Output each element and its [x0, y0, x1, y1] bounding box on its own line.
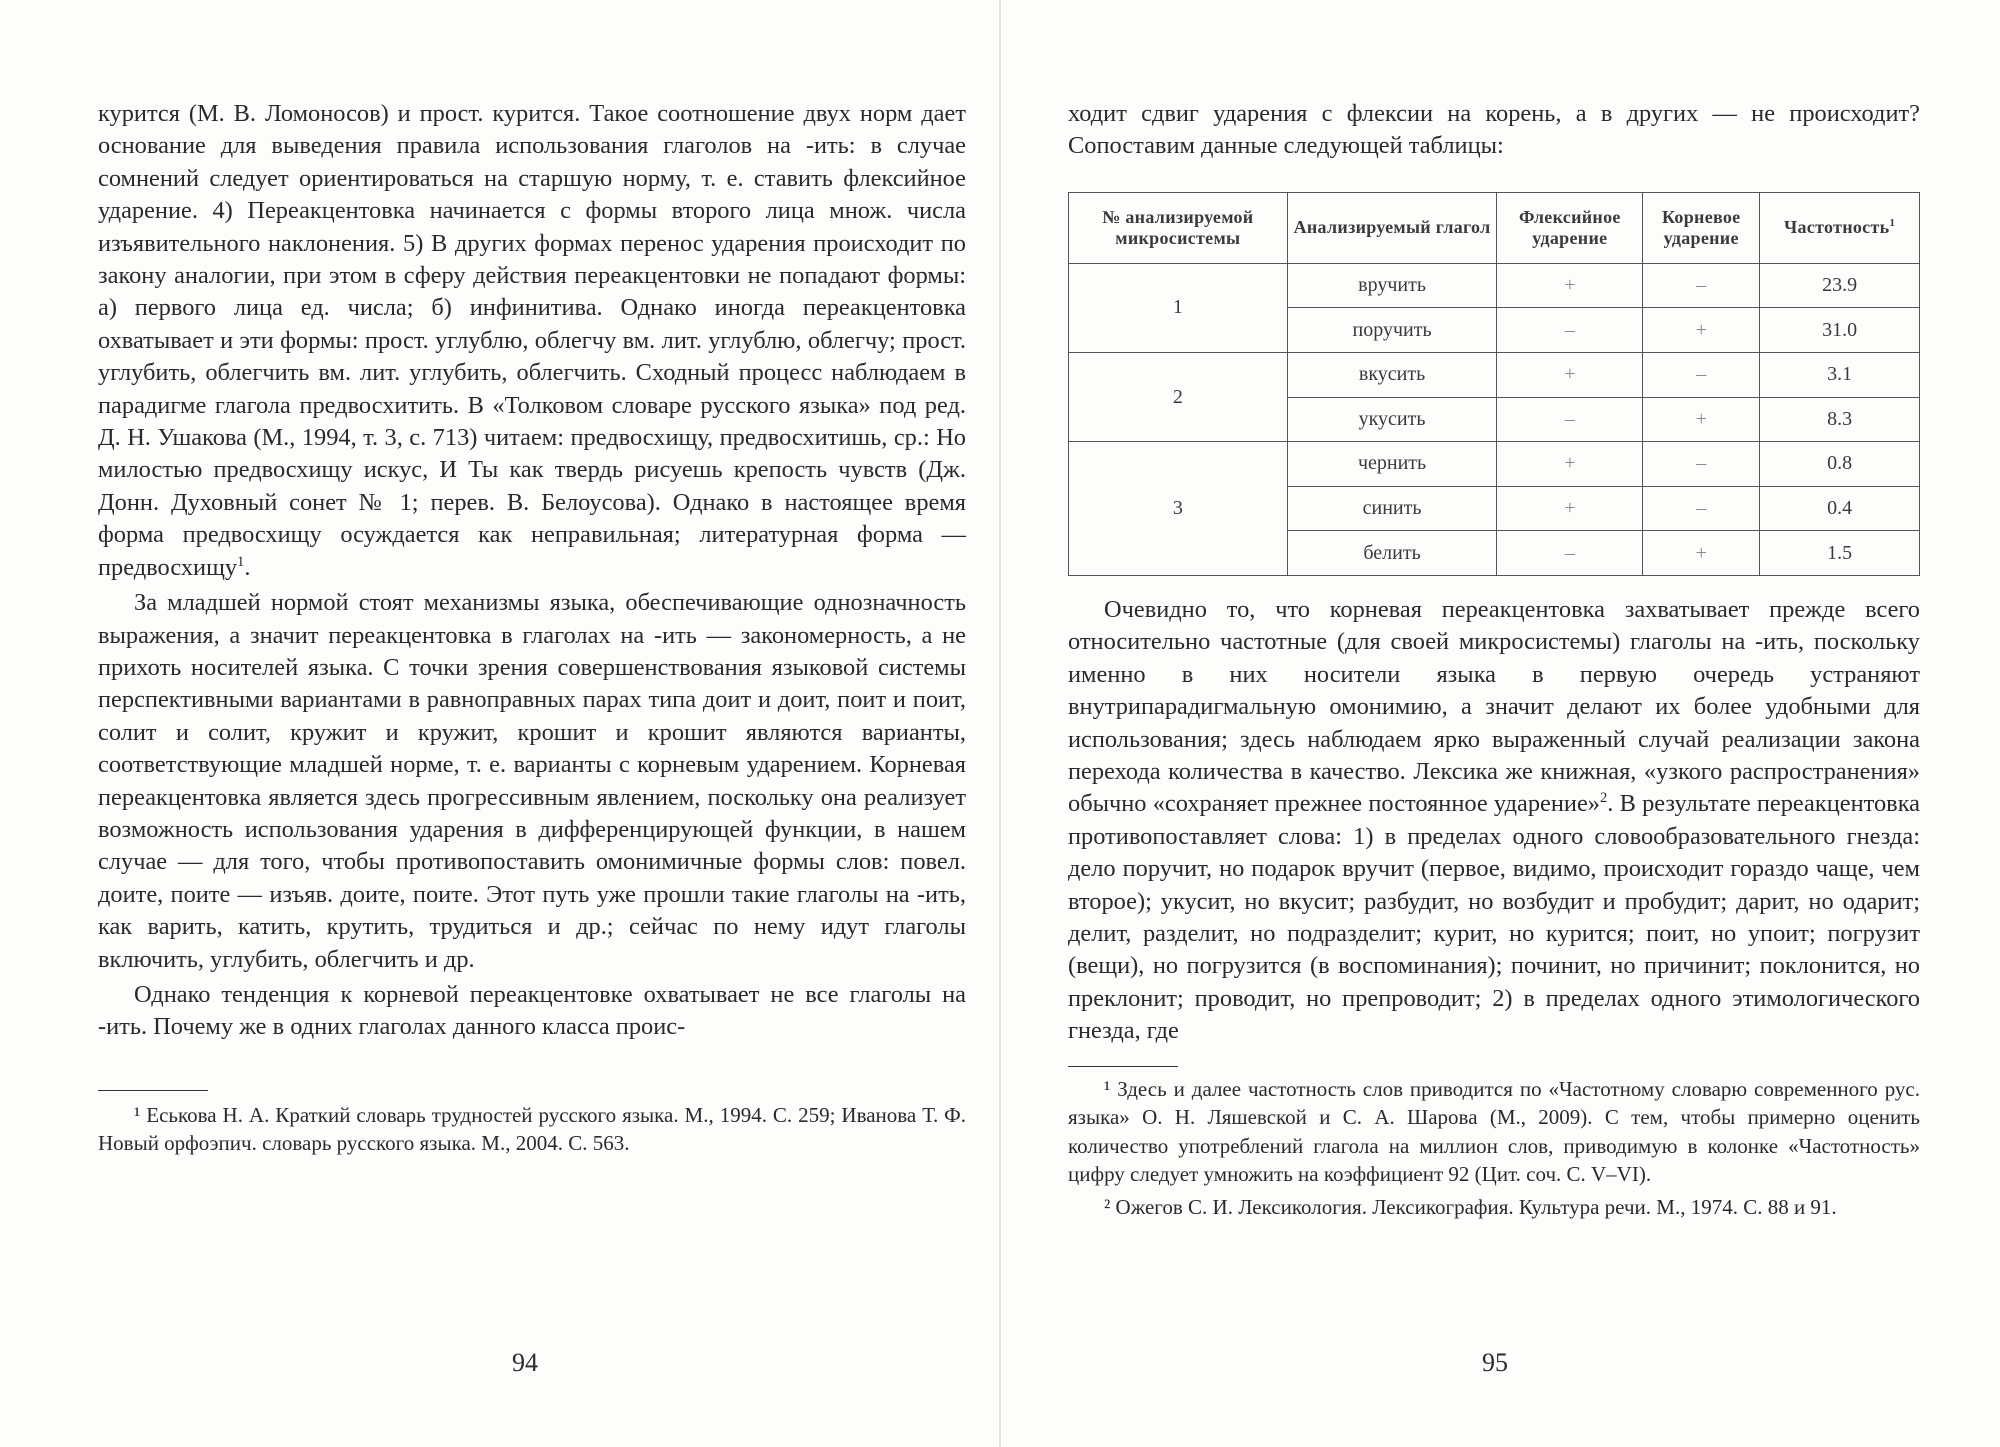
verb-cell: укусить [1287, 397, 1497, 442]
left-page-body [98, 98, 966, 1044]
frequency-cell: 23.9 [1760, 263, 1920, 308]
right-intro-paragraph: ходит сдвиг ударения с флексии на корень, а в других — не происходит? Сопоставим данные следующей таблицы: [1068, 100, 1920, 160]
flexion-cell: – [1497, 531, 1643, 576]
footnote-1: ¹ Здесь и далее частотность слов приводится по «Частотному словарю современного рус. языка» О. Н. Ляшевской и С. А. Шарова (М., 2009). С тем, чтобы примерно оценить количество употреблений глагола на миллион слов, приводимую в колонке «Частотность» цифру следует умножить на коэффициент 92 (Цит. соч. С. V–VI). [1068, 1076, 1920, 1187]
right-footnotes [1068, 1075, 1920, 1222]
header-verb: Анализируемый глагол [1287, 192, 1497, 263]
header-frequency: Частотность$^1$ [1760, 192, 1920, 263]
table-row [1069, 442, 1920, 487]
verb-cell: вкусить [1287, 353, 1497, 398]
book-gutter [999, 0, 1001, 1447]
header-flexion-stress: Флексийное ударение [1497, 192, 1643, 263]
root-cell: + [1643, 308, 1760, 353]
left-paragraph-2: За младшей нормой стоят механизмы языка, обеспечивающие однозначность выражения, а значит переакцентовка в глаголах на -ить — закономерность, а не прихоть носителей языка. С точки зрения совершенствования языковой системы перспективными вариантами в равноправных парах типа доит и доит, поит и поит, солит и солит, кружит и кружит, крошит и крошит являются варианты, соответствующие младшей норме, т. е. варианты с корневым ударением. Корневая переакцентовка является здесь прогрессивным явлением, поскольку она реализует возможность использования ударения в дифференцирующей функции, в нашем случае — для того, чтобы противопоставить омонимичные формы слов: повел. доите, поите — изъяв. доите, поите. Этот путь уже прошли такие глаголы на -ить, как варить, катить, крутить, трудиться и др.; сейчас по нему идут глаголы включить, углубить, облегчить и др. [98, 589, 966, 973]
root-cell: – [1643, 486, 1760, 531]
microsystem-number: 3 [1069, 442, 1288, 576]
flexion-cell: – [1497, 397, 1643, 442]
footnote-separator [1068, 1066, 1178, 1067]
frequency-cell: 1.5 [1760, 531, 1920, 576]
frequency-cell: 8.3 [1760, 397, 1920, 442]
right-paragraph-1: Очевидно то, что корневая переакцентовка захватывает прежде всего относительно частотные (для своей микросистемы) глаголы на -ить, поскольку именно в них носители языка в первую очередь устраняют внутрипарадигмальную омонимию, а значит делают их более удобными для использования; здесь наблюдаем ярко выраженный случай реализации закона перехода количества в качество. Лексика же книжная, «узкого распространения» обычно «сохраняет прежнее постоянное ударение»$^2$. В результате переакцентовка противопоставляет слова: 1) в пределах одного словообразовательного гнезда: дело поручит, но подарок вручит (первое, видимо, происходит гораздо чаще, чем второе); укусит, но вкусит; разбудит, но возбудит и пробудит; дарит, но одарит; делит, разделит, но подразделит; курит, но курится; поит, но упоит; погрузит (вещи), но погрузится (в воспоминания); починит, но причинит; поклонится, но преклонит; проводит, но препроводит; 2) в пределах одного этимологического гнезда, где [1068, 595, 1921, 1045]
right-page [1068, 98, 1920, 1222]
right-page-body-continued [1068, 594, 1920, 1048]
root-cell: + [1643, 397, 1760, 442]
flexion-cell: + [1497, 486, 1643, 531]
table-row [1069, 353, 1920, 398]
root-cell: + [1643, 531, 1760, 576]
microsystem-number: 1 [1069, 263, 1288, 352]
flexion-cell: + [1497, 263, 1643, 308]
left-footnotes [98, 1101, 966, 1158]
verb-cell: синить [1287, 486, 1497, 531]
flexion-cell: + [1497, 353, 1643, 398]
flexion-cell: – [1497, 308, 1643, 353]
left-page [98, 98, 966, 1158]
left-paragraph-1: курится (М. В. Ломоносов) и прост. курится. Такое соотношение двух норм дает основание для выведения правила использования глаголов на -ить: в случае сомнений следует ориентироваться на старшую норму, т. е. ставить флексийное ударение. 4) Переакцентовка начинается с формы второго лица множ. числа изъявительного наклонения. 5) В других формах перенос ударения происходит по закону аналогии, при этом в сферу действия переакцентовки не попадают формы: а) первого лица ед. числа; б) инфинитива. Однако иногда переакцентовка охватывает и эти формы: прост. углублю, облегчу вм. лит. углублю, облегчу; прост. углубить, облегчить вм. лит. углубить, облегчить. Сходный процесс наблюдаем в парадигме глагола предвосхитить. В «Толковом словаре русского языка» под ред. Д. Н. Ушакова (М., 1994, т. 3, с. 713) читаем: предвосхищу, предвосхитишь, ср.: Но милостью предвосхищу искус, И Ты как твердь рисуешь крепость чувств (Дж. Донн. Духовный сонет № 1; перев. В. Белоусова). Однако в настоящее время форма предвосхищу осуждается как неправильная; литературная форма — предвосхищу$^1$. [98, 100, 966, 581]
verb-cell: вручить [1287, 263, 1497, 308]
verb-cell: белить [1287, 531, 1497, 576]
frequency-cell: 31.0 [1760, 308, 1920, 353]
frequency-cell: 0.8 [1760, 442, 1920, 487]
footnote-2: ² Ожегов С. И. Лексикология. Лексикография. Культура речи. М., 1974. С. 88 и 91. [1104, 1195, 1837, 1220]
page-number-right: 95 [1482, 1348, 1508, 1377]
frequency-cell: 0.4 [1760, 486, 1920, 531]
microsystem-number: 2 [1069, 353, 1288, 442]
header-root-stress: Корневое ударение [1643, 192, 1760, 263]
verb-cell: поручить [1287, 308, 1497, 353]
root-cell: – [1643, 353, 1760, 398]
left-paragraph-3: Однако тенденция к корневой переакцентовке охватывает не все глаголы на -ить. Почему же в одних глаголах данного класса проис- [98, 980, 966, 1041]
footnote-ref-1: 1 [237, 553, 245, 570]
stress-data-table [1068, 192, 1920, 576]
verb-cell: чернить [1287, 442, 1497, 487]
footnote-ref-2: 2 [1599, 790, 1608, 807]
right-page-body [1068, 98, 1920, 163]
root-cell: – [1643, 263, 1760, 308]
page-number-left: 94 [512, 1348, 538, 1377]
frequency-cell: 3.1 [1760, 353, 1920, 398]
footnote-1: ¹ Еськова Н. А. Краткий словарь трудностей русского языка. М., 1994. С. 259; Иванова Т. Ф. Новый орфоэпич. словарь русского языка. М., 2004. С. 563. [98, 1102, 966, 1156]
footnote-separator [98, 1090, 208, 1091]
root-cell: – [1643, 442, 1760, 487]
header-microsystem: № анализируемой микросистемы [1069, 192, 1288, 263]
table-header-row [1069, 192, 1920, 263]
table-row [1069, 263, 1920, 308]
flexion-cell: + [1497, 442, 1643, 487]
